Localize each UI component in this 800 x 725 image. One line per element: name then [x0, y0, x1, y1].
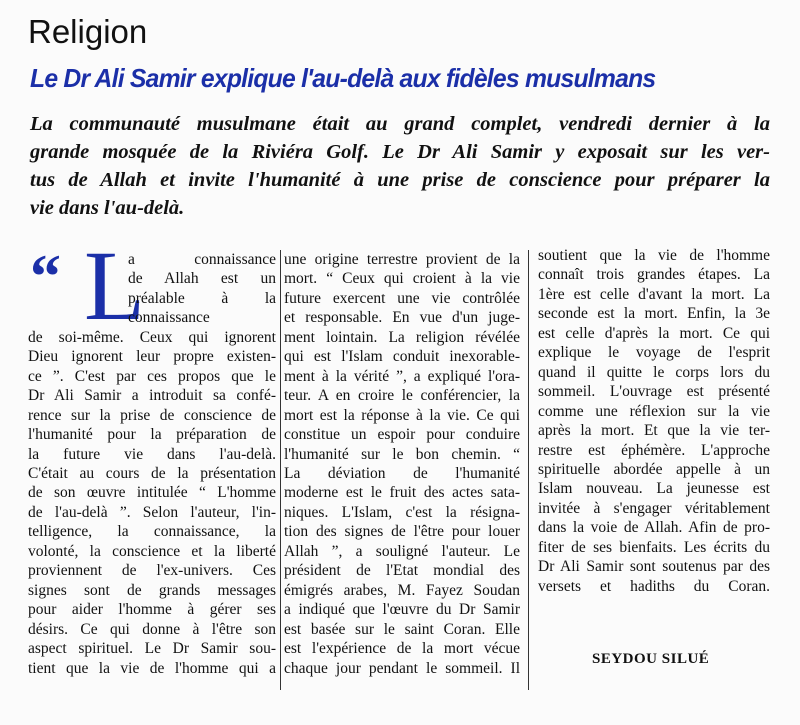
text-line: est basée sur le saint Coran. Elle: [284, 620, 520, 638]
text-line: seconde est la mort. Enfin, la 3e: [538, 305, 770, 323]
text-line: sommeil. L'ouvrage est présenté: [538, 383, 770, 401]
text-line: est celle d'après la mort. Ce qui: [538, 324, 770, 342]
column-divider: [280, 250, 281, 690]
lead-line: La communauté musulmane était au grand complet, vendredi dernier à la: [30, 113, 770, 135]
text-line: rence sur la prise de conscience de: [28, 406, 276, 424]
text-line: telligence, la connaissance, la: [28, 523, 276, 541]
lead-line: vie dans l'au-delà.: [30, 197, 185, 219]
lead-paragraph: [30, 110, 770, 222]
text-line: fiter de ses bienfaits. Les écrits du: [538, 538, 770, 556]
author-byline: SEYDOU SILUÉ: [592, 651, 710, 667]
text-line: de soi-même. Ceux qui ignorent: [28, 328, 276, 346]
text-line: préalable à la: [128, 289, 276, 307]
article-column-2: [284, 250, 520, 678]
text-line: pour aider l'homme à gérer ses: [28, 601, 276, 619]
text-line: dans la voie de Allah. Afin de pro-: [538, 519, 770, 537]
text-line: a connaissance: [128, 251, 276, 268]
text-line: après la mort. Et que la vie ter-: [538, 422, 770, 440]
text-line: teur. A en croire le conférencier, la: [284, 387, 520, 405]
text-line: Dr Ali Samir a introduit sa confé-: [28, 387, 276, 405]
text-line: moderne est le fruit des actes sata-: [284, 484, 520, 502]
text-line: 1ère est celle d'avant la mort. La: [538, 285, 770, 303]
text-line: de son œuvre intitulée “ L'homme: [28, 484, 276, 502]
text-line: La déviation de l'humanité: [284, 464, 520, 482]
headline: Le Dr Ali Samir explique l'au-delà aux fidèles musulmans: [30, 63, 656, 93]
article-column-3: [538, 246, 770, 596]
text-line: constitue un espoir pour conduire: [284, 426, 520, 444]
text-line: soutient que la vie de l'homme: [538, 247, 770, 264]
text-line: l'humanité pour la préparation de: [28, 426, 276, 444]
text-line: connaît trois grandes étapes. La: [538, 266, 770, 284]
text-line: et responsable. En vue d'un juge-: [284, 309, 520, 327]
section-title: Religion: [28, 13, 148, 50]
text-line: mort est la réponse à la vie. Ce qui: [284, 406, 520, 424]
text-line: invitée à s'engager véritablement: [538, 499, 770, 517]
text-line: désirs. Ce qui donne à l'être son: [28, 620, 276, 638]
text-line: a indiqué que l'œuvre du Dr Samir: [284, 601, 520, 619]
text-line: président de l'Etat mondial des: [284, 562, 520, 580]
text-line: versets et hadiths du Coran.: [538, 577, 770, 595]
text-line: tion des signes de l'être pour louer: [284, 523, 520, 541]
text-line: quand il quitte le corps lors du: [538, 363, 770, 381]
lead-line: tus de Allah et invite l'humanité à une prise de conscience pour préparer la: [30, 169, 770, 191]
text-line: connaissance: [128, 309, 210, 327]
text-line: spirituelle abordée appelle à un: [538, 460, 770, 478]
text-line: restre est éphémère. L'approche: [538, 441, 770, 459]
text-line: qui est l'Islam conduit inexorable-: [284, 348, 520, 366]
text-line: future exercent une vie contrôlée: [284, 289, 520, 307]
text-line: ment à la vérité ”, a expliqué l'ora-: [284, 367, 520, 385]
text-line: volonté, la conscience et la liberté: [28, 542, 276, 560]
drop-cap: L: [84, 230, 146, 341]
text-line: de Allah est un: [128, 270, 276, 288]
text-line: proviennent de l'ex-univers. Ces: [28, 562, 276, 580]
text-line: explique le voyage de l'esprit: [538, 344, 770, 362]
column-divider: [528, 250, 529, 690]
text-line: comme une réflexion sur la vie: [538, 402, 770, 420]
text-line: ment lointain. La religion révélée: [284, 328, 520, 346]
text-line: émigrés arabes, M. Fayez Soudan: [284, 581, 520, 599]
text-line: la future vie dans l'au-delà.: [28, 445, 276, 463]
text-line: une origine terrestre provient de la: [284, 251, 520, 268]
text-line: Dr Ali Samir sont soutenus par des: [538, 558, 770, 576]
text-line: chaque jour pendant le sommeil. Il: [284, 659, 520, 677]
text-line: tient que la vie de l'homme qui a: [28, 659, 276, 677]
text-line: l'humanité sur le bon chemin. “: [284, 445, 520, 463]
opening-quote-mark: “: [30, 243, 61, 311]
text-line: aspect spirituel. Le Dr Samir sou-: [28, 640, 276, 658]
text-line: est l'expérience de la mort vécue: [284, 640, 520, 658]
text-line: ce ”. C'est par ces propos que le: [28, 367, 276, 385]
text-line: Islam nouveau. La jeunesse est: [538, 480, 770, 498]
text-line: mort. “ Ceux qui croient à la vie: [284, 270, 520, 288]
text-line: signes sont de grands messages: [28, 581, 276, 599]
text-line: C'était au cours de la présentation: [28, 464, 276, 482]
text-line: Allah ”, a souligné l'auteur. Le: [284, 542, 520, 560]
lead-line: grande mosquée de la Riviéra Golf. Le Dr Ali Samir y exposait sur les ver-: [30, 141, 770, 163]
article-column-1: [28, 250, 276, 678]
text-line: de l'au-delà ”. Selon l'auteur, l'in-: [28, 503, 276, 521]
text-line: niques. L'Islam, c'est la résigna-: [284, 503, 520, 521]
text-line: Dieu ignorent leur propre existen-: [28, 348, 276, 366]
